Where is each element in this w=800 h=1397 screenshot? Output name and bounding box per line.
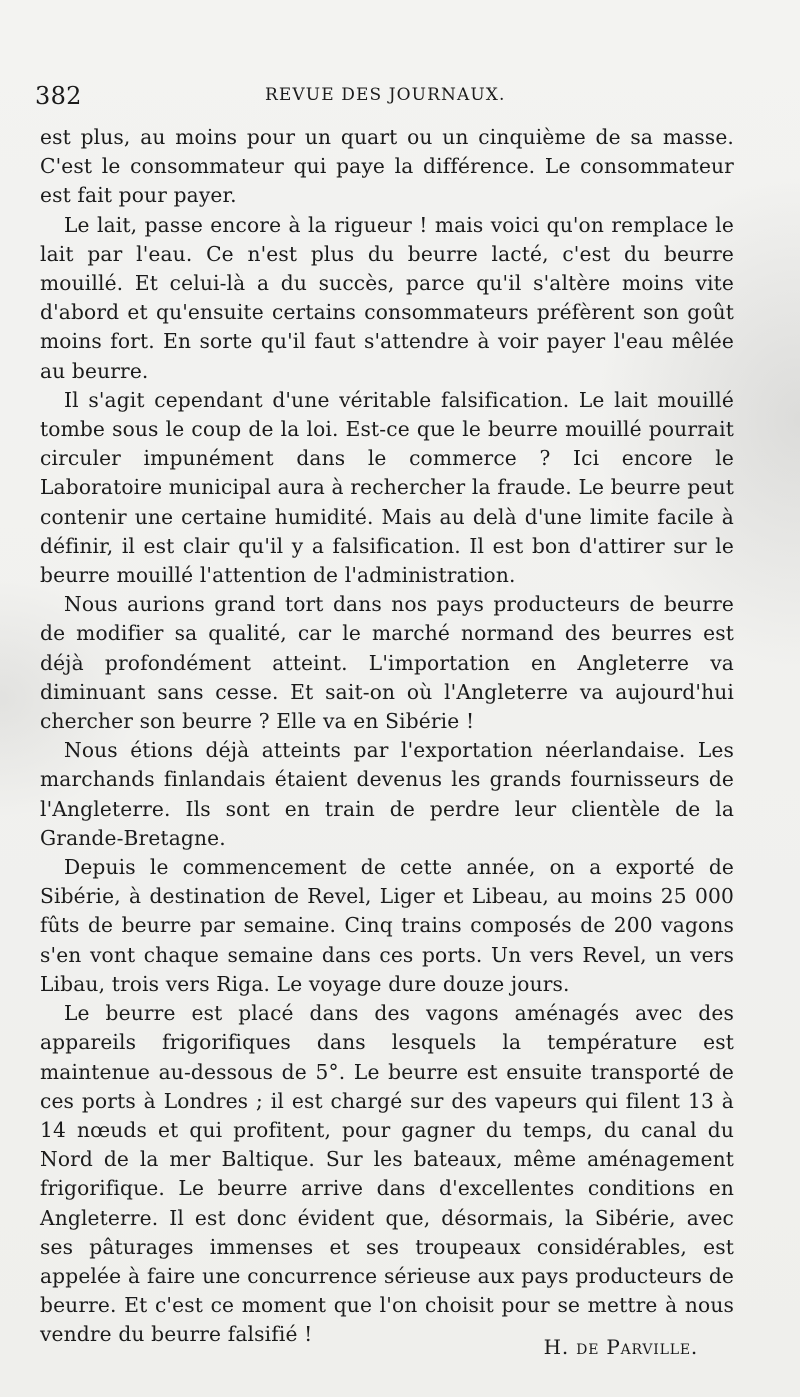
page-header — [35, 78, 730, 114]
paragraph: Nous aurions grand tort dans nos pays producteurs de beurre de modifier sa qualité, car le marché normand des beurres est déjà profondément atteint. L'importation en Angleterre va diminuant sans cesse. Et sait-on où l'Angleterre va aujourd'hui chercher son beurre ? Elle va en Sibérie ! — [40, 592, 734, 734]
author-name: de Parville. — [576, 1335, 698, 1359]
paragraph: Le lait, passe encore à la rigueur ! mais voici qu'on remplace le lait par l'eau. Ce n'est plus du beurre lacté, c'est du beurre mouillé. Et celui-là a du succès, parce qu'il s'altère moins vite d'abord et qu'ensuite certains consommateurs préfèrent son goût moins fort. En sorte qu'il faut s'attendre à voir payer l'eau mêlée au beurre. — [40, 212, 734, 383]
page-number: 382 — [35, 82, 82, 110]
paragraph: Nous étions déjà atteints par l'exportation néerlandaise. Les marchands finlandais étaient devenus les grands fournisseurs de l'Angleterre. Ils sont en train de perdre leur clientèle de la Grande-Bretagne. — [40, 738, 734, 850]
running-head: REVUE DES JOURNAUX. — [265, 85, 506, 105]
paragraph: Il s'agit cependant d'une véritable falsification. Le lait mouillé tombe sous le coup de la loi. Est-ce que le beurre mouillé pourrait circuler impunément dans le commerce ? Ici encore le Laboratoire municipal aura à rechercher la fraude. Le beurre peut contenir une certaine humidité. Mais au delà d'une limite facile à définir, il est clair qu'il y a falsification. Il est bon d'attirer sur le beurre mouillé l'attention de l'administration. — [40, 387, 734, 588]
paragraph: est plus, au moins pour un quart ou un cinquième de sa masse. C'est le consommateur qui paye la différence. Le consommateur est fait pour payer. — [40, 125, 734, 208]
article-body — [40, 123, 734, 1350]
author-initial: H. — [543, 1335, 577, 1359]
paragraph: Le beurre est placé dans des vagons aménagés avec des appareils frigorifiques dans lesquels la température est maintenue au-dessous de 5°. Le beurre est ensuite transporté de ces ports à Londres ; il est chargé sur des vapeurs qui filent 13 à 14 nœuds et qui profitent, pour gagner du temps, du canal du Nord de la mer Baltique. Sur les bateaux, même aménagement frigorifique. Le beurre arrive dans d'excellentes conditions en Angleterre. Il est donc évident que, désormais, la Sibérie, avec ses pâturages immenses et ses troupeaux considérables, est appelée à faire une concurrence sérieuse aux pays producteurs de beurre. Et c'est ce moment que l'on choisit pour se mettre à nous vendre du beurre falsifié ! — [40, 1001, 734, 1347]
paragraph: Depuis le commencement de cette année, on a exporté de Sibérie, à destination de Revel, Liger et Libeau, au moins 25 000 fûts de beurre par semaine. Cinq trains composés de 200 vagons s'en vont chaque semaine dans ces ports. Un vers Revel, un vers Libau, trois vers Riga. Le voyage dure douze jours. — [40, 855, 734, 996]
author-signature — [544, 1335, 698, 1359]
